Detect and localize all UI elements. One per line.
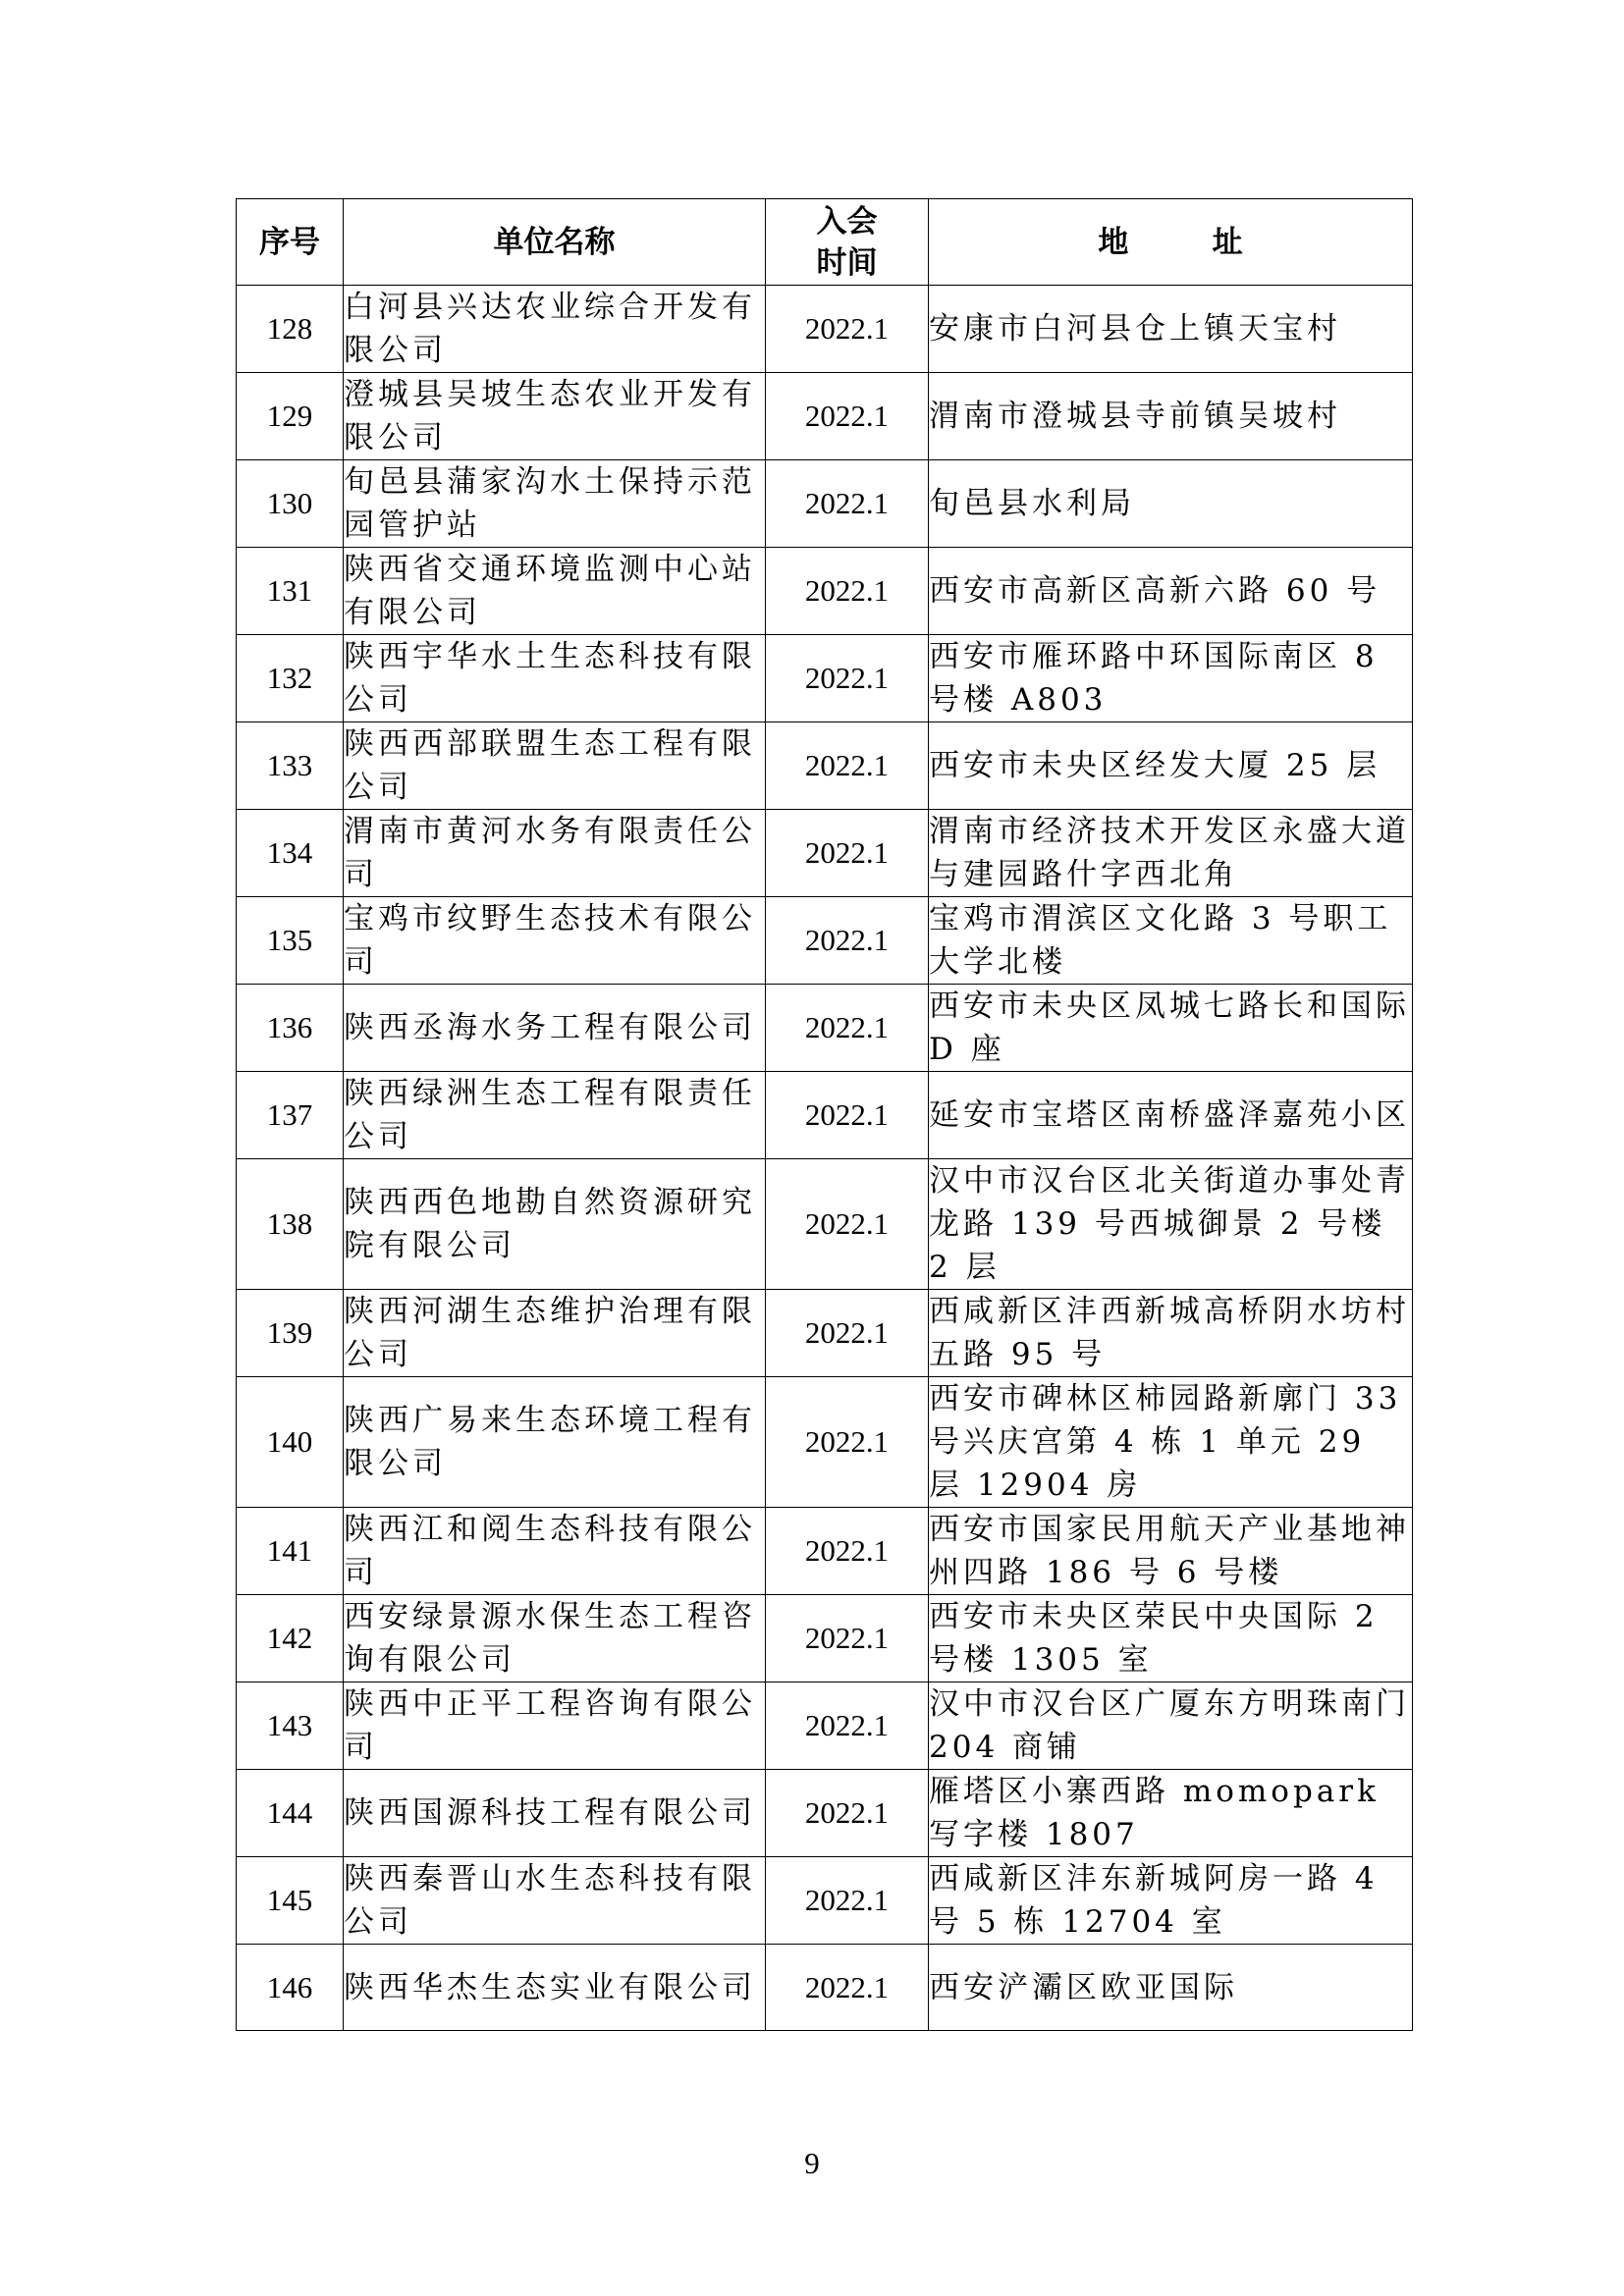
table-row xyxy=(237,1945,1413,2031)
cell-time: 2022.1 xyxy=(766,1377,929,1508)
header-time: 入会时间 xyxy=(766,199,929,286)
cell-time: 2022.1 xyxy=(766,1072,929,1159)
cell-time: 2022.1 xyxy=(766,1682,929,1770)
header-address: 地 址 xyxy=(929,199,1413,286)
cell-address: 西安市雁环路中环国际南区 8 号楼 A803 xyxy=(929,635,1413,722)
table-header xyxy=(237,199,1413,286)
header-row xyxy=(237,199,1413,286)
table-row xyxy=(237,373,1413,460)
cell-time: 2022.1 xyxy=(766,635,929,722)
cell-time: 2022.1 xyxy=(766,1770,929,1857)
cell-address: 汉中市汉台区北关街道办事处青龙路 139 号西城御景 2 号楼 2 层 xyxy=(929,1159,1413,1290)
cell-address: 西咸新区沣东新城阿房一路 4 号 5 栋 12704 室 xyxy=(929,1857,1413,1945)
cell-time: 2022.1 xyxy=(766,810,929,897)
table-row xyxy=(237,286,1413,373)
table-row xyxy=(237,1595,1413,1682)
cell-no: 138 xyxy=(237,1159,344,1290)
cell-name: 陕西西色地勘自然资源研究院有限公司 xyxy=(344,1159,766,1290)
table-row xyxy=(237,1072,1413,1159)
cell-no: 131 xyxy=(237,548,344,635)
cell-no: 130 xyxy=(237,460,344,548)
cell-name: 陕西省交通环境监测中心站有限公司 xyxy=(344,548,766,635)
cell-time: 2022.1 xyxy=(766,1290,929,1377)
cell-address: 西安市未央区荣民中央国际 2 号楼 1305 室 xyxy=(929,1595,1413,1682)
cell-name: 西安绿景源水保生态工程咨询有限公司 xyxy=(344,1595,766,1682)
cell-name: 陕西秦晋山水生态科技有限公司 xyxy=(344,1857,766,1945)
cell-time: 2022.1 xyxy=(766,722,929,810)
cell-time: 2022.1 xyxy=(766,548,929,635)
table-row xyxy=(237,810,1413,897)
cell-name: 陕西丞海水务工程有限公司 xyxy=(344,985,766,1072)
cell-address: 西安市未央区经发大厦 25 层 xyxy=(929,722,1413,810)
cell-no: 136 xyxy=(237,985,344,1072)
page-number: 9 xyxy=(804,2146,820,2180)
cell-address: 西安市国家民用航天产业基地神州四路 186 号 6 号楼 xyxy=(929,1508,1413,1595)
cell-no: 140 xyxy=(237,1377,344,1508)
table-row xyxy=(237,1770,1413,1857)
cell-name: 陕西西部联盟生态工程有限公司 xyxy=(344,722,766,810)
header-no: 序号 xyxy=(237,199,344,286)
table-row xyxy=(237,1857,1413,1945)
cell-time: 2022.1 xyxy=(766,985,929,1072)
cell-address: 雁塔区小寨西路 momopark 写字楼 1807 xyxy=(929,1770,1413,1857)
cell-time: 2022.1 xyxy=(766,897,929,985)
header-name: 单位名称 xyxy=(344,199,766,286)
table-row xyxy=(237,897,1413,985)
cell-name: 陕西中正平工程咨询有限公司 xyxy=(344,1682,766,1770)
cell-name: 旬邑县蒲家沟水土保持示范园管护站 xyxy=(344,460,766,548)
cell-time: 2022.1 xyxy=(766,1857,929,1945)
cell-address: 宝鸡市渭滨区文化路 3 号职工大学北楼 xyxy=(929,897,1413,985)
cell-no: 146 xyxy=(237,1945,344,2031)
table-row xyxy=(237,1159,1413,1290)
cell-address: 西安市高新区高新六路 60 号 xyxy=(929,548,1413,635)
cell-address: 渭南市经济技术开发区永盛大道与建园路什字西北角 xyxy=(929,810,1413,897)
cell-name: 陕西宇华水土生态科技有限公司 xyxy=(344,635,766,722)
member-table xyxy=(236,198,1413,2031)
cell-name: 陕西华杰生态实业有限公司 xyxy=(344,1945,766,2031)
cell-no: 133 xyxy=(237,722,344,810)
cell-address: 西安市碑林区柿园路新廓门 33 号兴庆宫第 4 栋 1 单元 29 层 12904 房 xyxy=(929,1377,1413,1508)
table-row xyxy=(237,722,1413,810)
cell-no: 144 xyxy=(237,1770,344,1857)
table-row xyxy=(237,985,1413,1072)
table-body xyxy=(237,286,1413,2031)
cell-name: 陕西绿洲生态工程有限责任公司 xyxy=(344,1072,766,1159)
cell-no: 134 xyxy=(237,810,344,897)
cell-name: 陕西江和阅生态科技有限公司 xyxy=(344,1508,766,1595)
cell-time: 2022.1 xyxy=(766,1595,929,1682)
cell-name: 宝鸡市纹野生态技术有限公司 xyxy=(344,897,766,985)
cell-no: 135 xyxy=(237,897,344,985)
cell-time: 2022.1 xyxy=(766,460,929,548)
cell-name: 白河县兴达农业综合开发有限公司 xyxy=(344,286,766,373)
cell-no: 137 xyxy=(237,1072,344,1159)
table-row xyxy=(237,460,1413,548)
cell-address: 旬邑县水利局 xyxy=(929,460,1413,548)
cell-address: 渭南市澄城县寺前镇吴坡村 xyxy=(929,373,1413,460)
cell-name: 陕西广易来生态环境工程有限公司 xyxy=(344,1377,766,1508)
cell-name: 渭南市黄河水务有限责任公司 xyxy=(344,810,766,897)
cell-no: 145 xyxy=(237,1857,344,1945)
cell-time: 2022.1 xyxy=(766,1159,929,1290)
table-row xyxy=(237,1682,1413,1770)
cell-time: 2022.1 xyxy=(766,1945,929,2031)
cell-address: 西安浐灞区欧亚国际 xyxy=(929,1945,1413,2031)
table-row xyxy=(237,1290,1413,1377)
table-row xyxy=(237,1508,1413,1595)
cell-address: 西咸新区沣西新城高桥阴水坊村五路 95 号 xyxy=(929,1290,1413,1377)
cell-address: 安康市白河县仓上镇天宝村 xyxy=(929,286,1413,373)
table-row xyxy=(237,635,1413,722)
cell-time: 2022.1 xyxy=(766,373,929,460)
cell-no: 142 xyxy=(237,1595,344,1682)
cell-no: 132 xyxy=(237,635,344,722)
cell-no: 128 xyxy=(237,286,344,373)
cell-no: 139 xyxy=(237,1290,344,1377)
cell-no: 141 xyxy=(237,1508,344,1595)
cell-no: 143 xyxy=(237,1682,344,1770)
cell-address: 延安市宝塔区南桥盛泽嘉苑小区 xyxy=(929,1072,1413,1159)
cell-name: 澄城县吴坡生态农业开发有限公司 xyxy=(344,373,766,460)
table-row xyxy=(237,1377,1413,1508)
cell-no: 129 xyxy=(237,373,344,460)
cell-address: 汉中市汉台区广厦东方明珠南门 204 商铺 xyxy=(929,1682,1413,1770)
cell-time: 2022.1 xyxy=(766,286,929,373)
table-row xyxy=(237,548,1413,635)
cell-time: 2022.1 xyxy=(766,1508,929,1595)
cell-name: 陕西国源科技工程有限公司 xyxy=(344,1770,766,1857)
cell-address: 西安市未央区凤城七路长和国际 D 座 xyxy=(929,985,1413,1072)
cell-name: 陕西河湖生态维护治理有限公司 xyxy=(344,1290,766,1377)
